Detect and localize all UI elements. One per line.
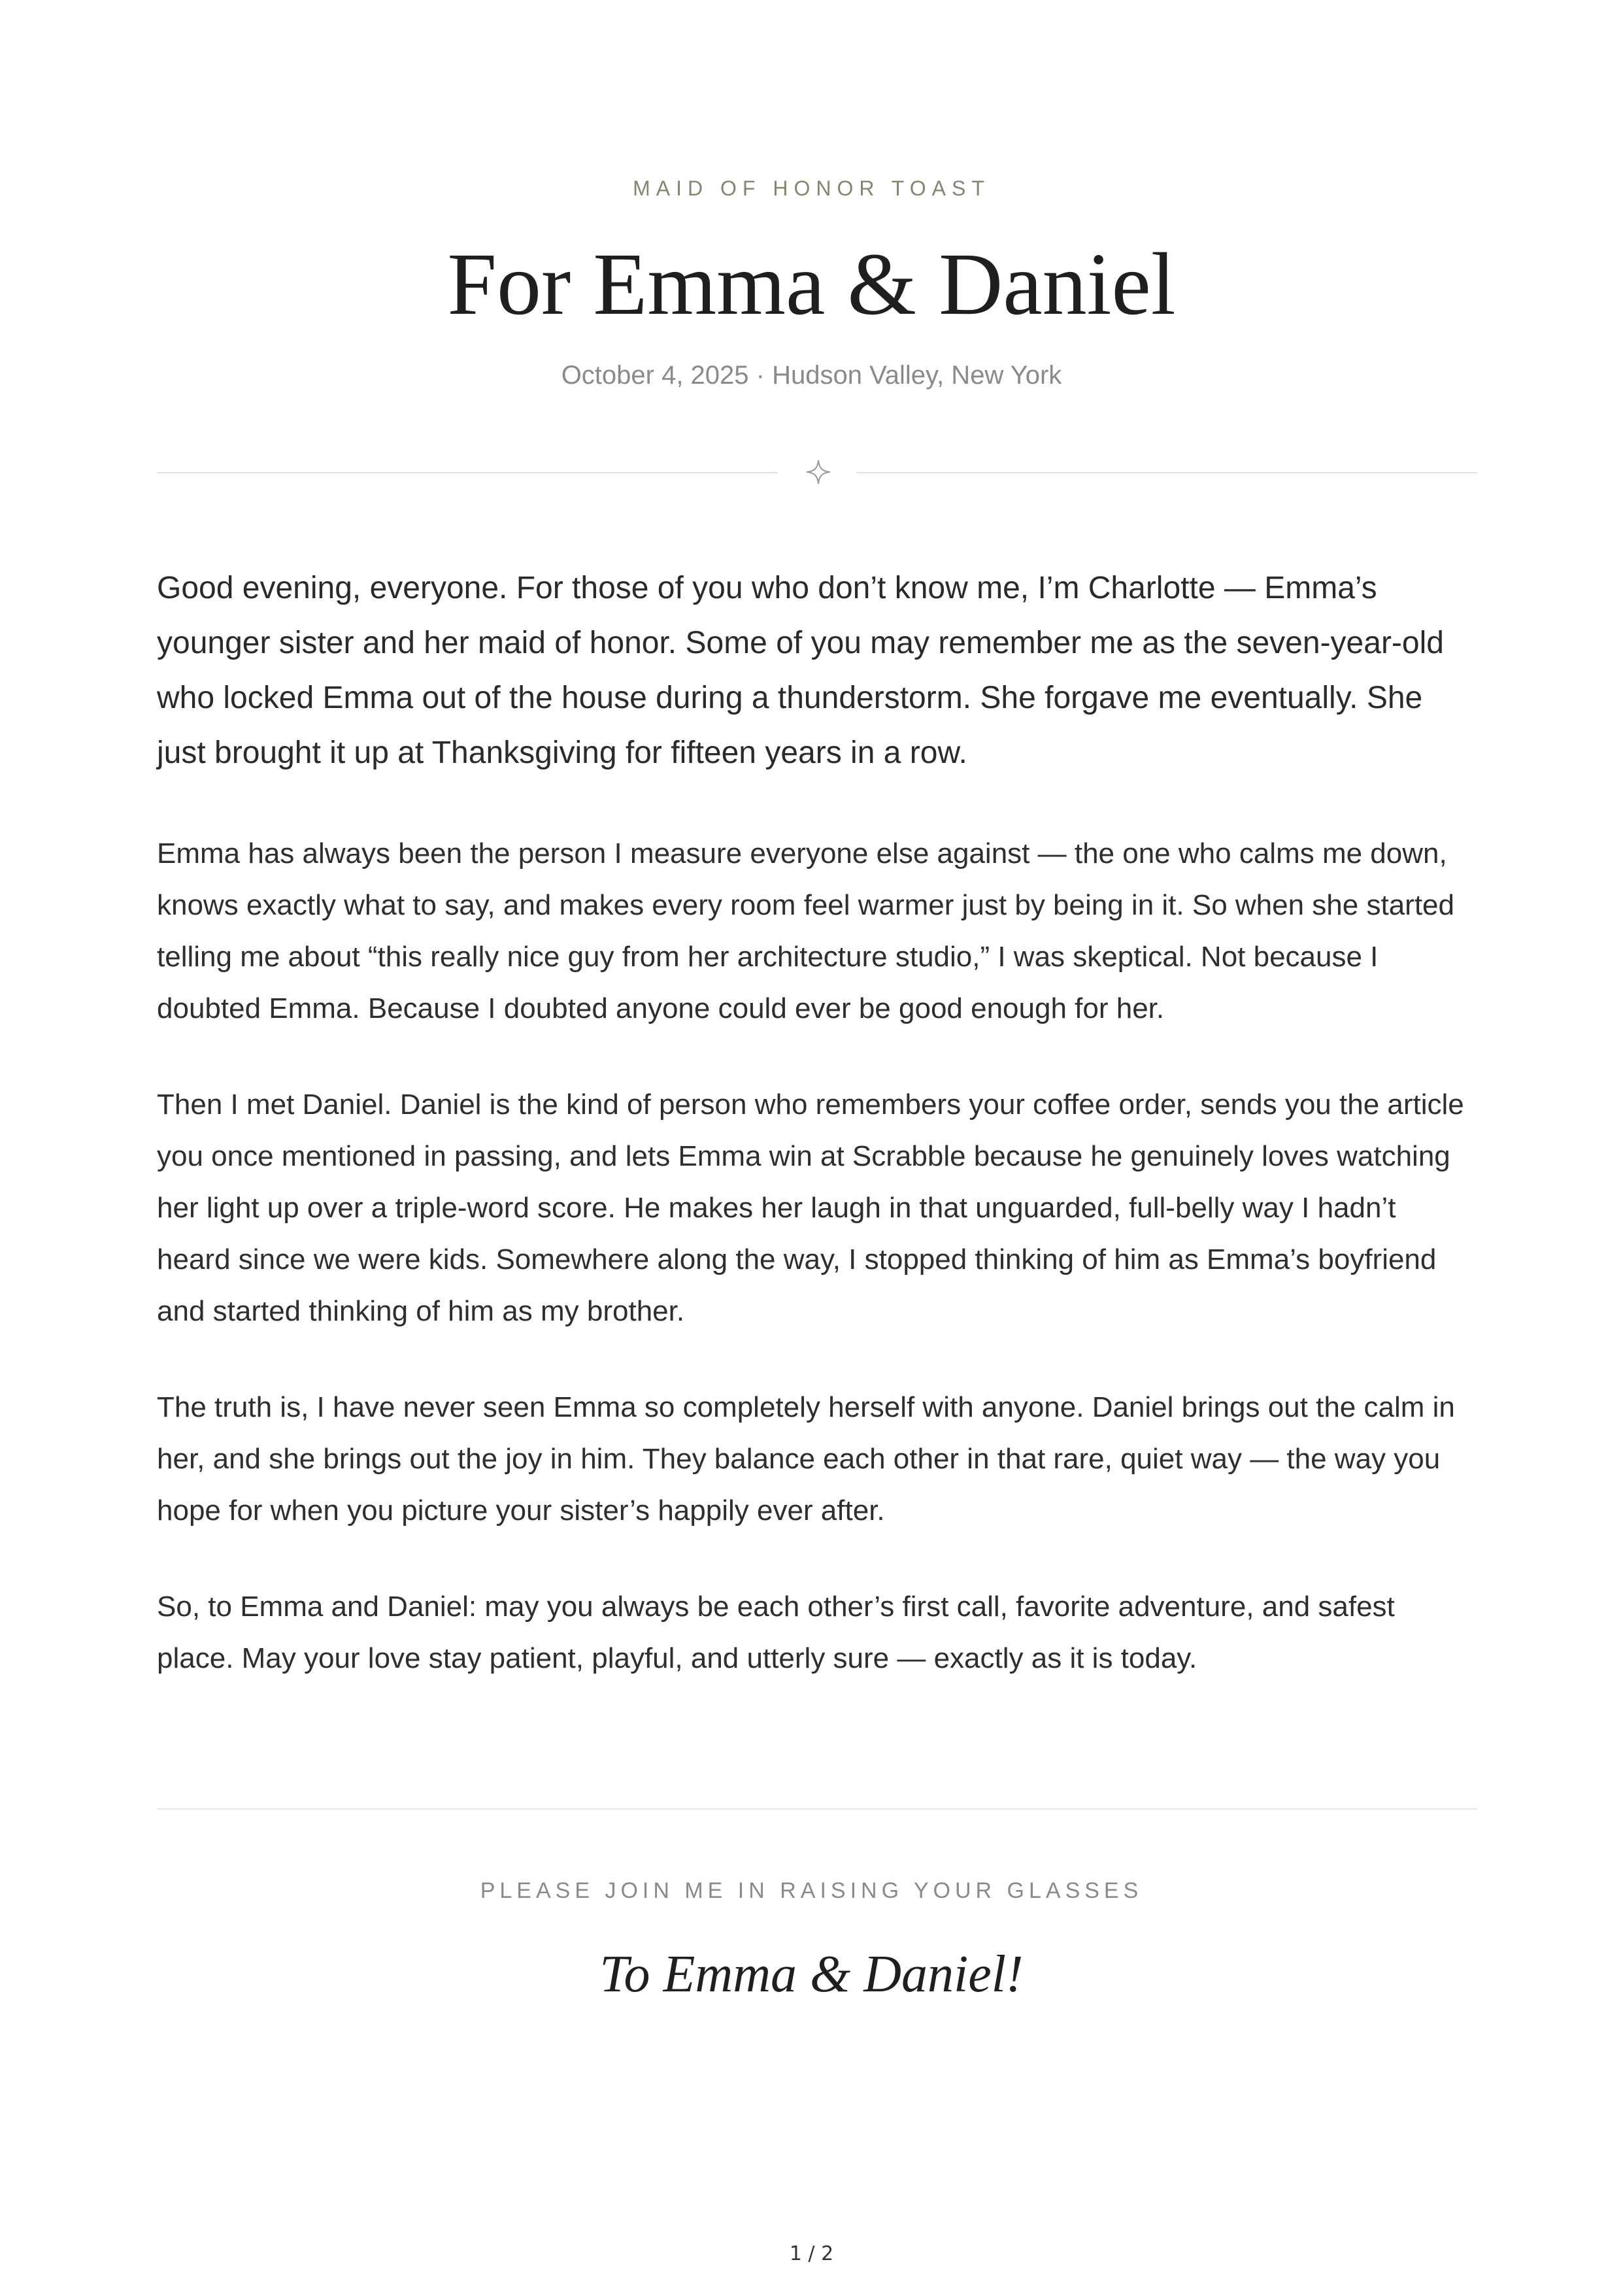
divider-line-left (157, 472, 778, 473)
body-paragraph-3: The truth is, I have never seen Emma so completely herself with anyone. Daniel brings out the calm in her, and she brings out the joy in him. They balance each other in that rare, quiet way — the way you hope for when you picture your sister’s happily ever after. (157, 1391, 1455, 1527)
page-number: 1 / 2 (789, 2242, 834, 2265)
eyebrow-label: MAID OF HONOR TOAST (633, 177, 990, 200)
closing-label: PLEASE JOIN ME IN RAISING YOUR GLASSES (480, 1878, 1143, 1903)
closing-toast: To Emma & Daniel! (599, 1946, 1024, 2003)
header-divider (157, 458, 1477, 486)
divider-line-right (856, 472, 1477, 473)
event-meta: October 4, 2025 · Hudson Valley, New York (561, 361, 1062, 390)
sparkle-icon (804, 458, 833, 486)
body-paragraph-2: Then I met Daniel. Daniel is the kind of person who remembers your coffee order, sends you the article you once mentioned in passing, and lets Emma win at Scrabble because he genuinely loves watching her light up over a triple-word score. He makes her laugh in that unguarded, full-belly way I hadn’t heard since we were kids. Somewhere along the way, I stopped thinking of him as Emma’s boyfriend and started thinking of him as my brother. (157, 1089, 1464, 1327)
body-paragraph-1: Emma has always been the person I measure everyone else against — the one who calms me down, knows exactly what to say, and makes every room feel warmer just by being in it. So when she started telling me about “this really nice guy from her architecture studio,” I was skeptical. Not because I doubted Emma. Because I doubted anyone could ever be good enough for her. (157, 837, 1454, 1024)
closing-divider (157, 1808, 1477, 1810)
body-paragraph-4: So, to Emma and Daniel: may you always be each other’s first call, favorite adventure, and safest place. May your love stay patient, playful, and utterly sure — exactly as it is today. (157, 1591, 1395, 1674)
page-title: For Emma & Daniel (447, 235, 1176, 333)
toast-body (157, 561, 1477, 1729)
lead-paragraph: Good evening, everyone. For those of you who don’t know me, I’m Charlotte — Emma’s younger sister and her maid of honor. Some of you may remember me as the seven-year-old who locked Emma out of the house during a thunderstorm. She forgave me eventually. She just brought it up at Thanksgiving for fifteen years in a row. (157, 571, 1444, 770)
